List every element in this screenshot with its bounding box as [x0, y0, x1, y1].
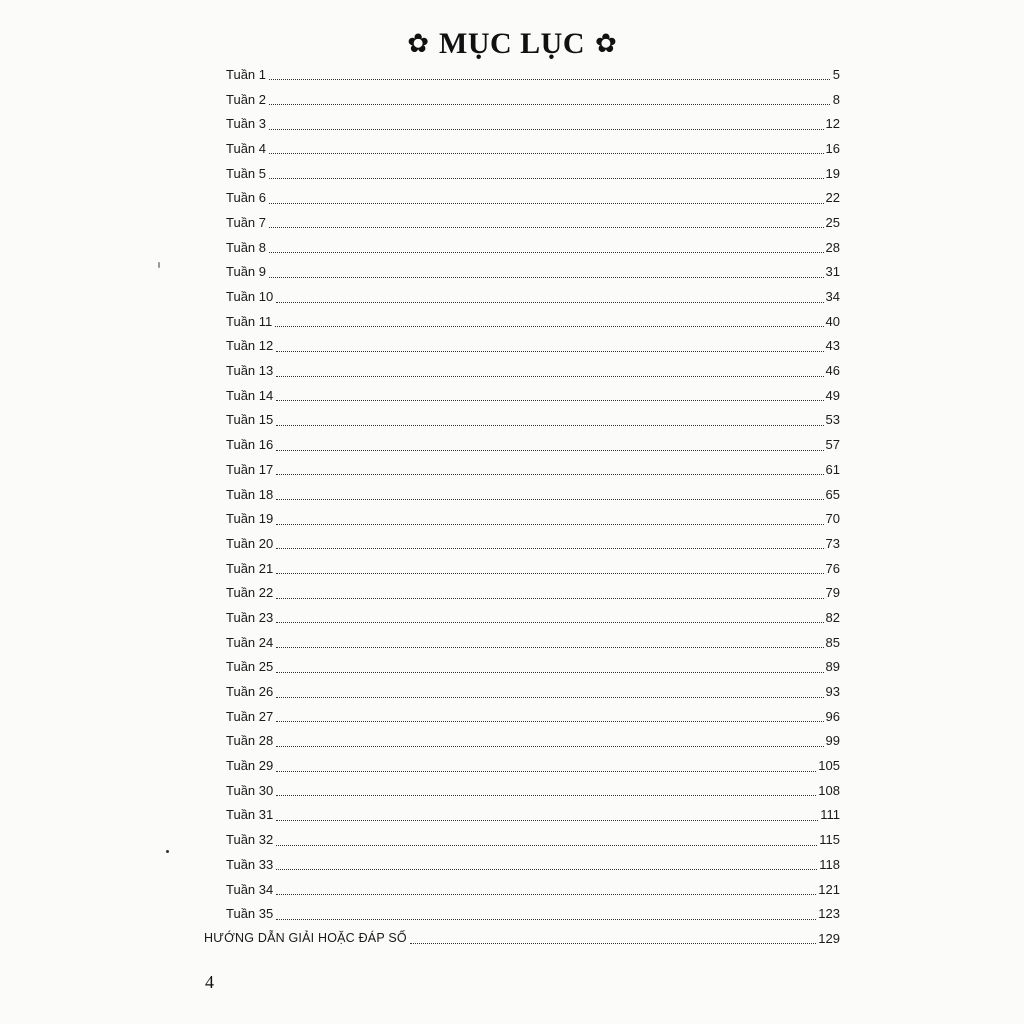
toc-entry-label: Tuần 34	[226, 881, 274, 897]
toc-entry	[204, 729, 840, 754]
toc-entry-page: 118	[819, 856, 840, 872]
page-number: 4	[205, 972, 214, 992]
flower-icon: ✿	[595, 29, 617, 59]
toc-entry-label: Tuần 24	[226, 634, 274, 650]
toc-entry	[204, 383, 840, 408]
toc-entry-page: 5	[832, 66, 840, 82]
page-title: MỤC LỤC	[439, 27, 585, 60]
toc-entry-page: 12	[825, 116, 840, 132]
toc-entry-label: Tuần 25	[226, 659, 274, 675]
toc-entry-page: 43	[825, 338, 840, 354]
toc-entry	[204, 753, 840, 778]
toc-entry-page: 121	[818, 881, 840, 897]
dot-leader	[269, 190, 824, 204]
toc-entry-page: 111	[820, 807, 840, 823]
toc-entry-label: HƯỚNG DẪN GIẢI HOẶC ĐÁP SỐ	[204, 931, 407, 946]
toc-entry-label: Tuần 9	[226, 264, 266, 280]
toc-entry-label: Tuần 30	[226, 782, 274, 798]
toc-entry-page: 73	[825, 535, 840, 551]
toc-entry	[204, 605, 840, 630]
toc-entry	[204, 358, 840, 383]
toc-entry	[204, 803, 840, 828]
toc-entry-label: Tuần 3	[226, 116, 266, 132]
toc-entry-page: 22	[825, 190, 840, 206]
toc-entry-page: 19	[825, 165, 840, 181]
dot-leader	[269, 140, 824, 154]
toc-entry-page: 28	[825, 239, 840, 255]
toc-entry-page: 123	[818, 906, 840, 922]
toc-entry-label: Tuần 15	[226, 412, 274, 428]
toc-entry	[204, 655, 840, 680]
dot-leader	[276, 659, 823, 673]
dot-leader	[410, 930, 817, 944]
toc-entry-label: Tuần 11	[226, 313, 273, 329]
toc-entry-label: Tuần 8	[226, 239, 266, 255]
toc-entry-label: Tuần 10	[226, 289, 274, 305]
toc-entry-page: 25	[825, 214, 840, 230]
flower-icon: ✿	[407, 29, 429, 59]
toc-entry-page: 99	[825, 733, 840, 749]
toc-entry	[204, 284, 840, 309]
toc-entry-label: Tuần 19	[226, 511, 274, 527]
dot-leader	[276, 412, 823, 426]
toc-entry	[204, 334, 840, 359]
dot-leader	[276, 708, 823, 722]
dot-leader	[276, 486, 823, 500]
dot-leader	[276, 832, 817, 846]
dot-leader	[276, 338, 823, 352]
dot-leader	[276, 856, 817, 870]
dot-leader	[276, 535, 823, 549]
toc-entry	[204, 309, 840, 334]
toc-entry-label: Tuần 20	[226, 535, 274, 551]
toc-entry	[204, 136, 840, 161]
table-of-contents	[204, 62, 840, 951]
toc-entry-label: Tuần 17	[226, 461, 274, 477]
dot-leader	[276, 733, 823, 747]
dot-leader	[269, 165, 824, 179]
toc-entry-label: Tuần 32	[226, 832, 274, 848]
toc-entry-page: 53	[825, 412, 840, 428]
print-speck	[166, 850, 169, 853]
toc-entry	[204, 556, 840, 581]
toc-entry-page: 79	[825, 585, 840, 601]
toc-entry-page: 105	[818, 758, 840, 774]
toc-entry-label: Tuần 35	[226, 906, 274, 922]
toc-entry-page: 96	[825, 708, 840, 724]
dot-leader	[276, 634, 823, 648]
toc-heading	[0, 22, 1024, 66]
dot-leader	[276, 585, 823, 599]
toc-entry	[204, 185, 840, 210]
toc-entry-label: Tuần 1	[226, 66, 266, 82]
dot-leader	[276, 363, 823, 377]
dot-leader	[269, 214, 824, 228]
toc-entry	[204, 482, 840, 507]
toc-entry-page: 82	[825, 609, 840, 625]
toc-entry	[204, 506, 840, 531]
toc-entry	[204, 62, 840, 87]
dot-leader	[276, 289, 823, 303]
toc-entry-label: Tuần 27	[226, 708, 274, 724]
dot-leader	[276, 560, 823, 574]
toc-entry-label: Tuần 33	[226, 856, 274, 872]
toc-entry	[204, 679, 840, 704]
toc-entry-label: Tuần 23	[226, 609, 274, 625]
toc-entry	[204, 235, 840, 260]
toc-entry	[204, 852, 840, 877]
dot-leader	[269, 66, 830, 80]
toc-entry-page: 76	[825, 560, 840, 576]
toc-entry	[204, 432, 840, 457]
toc-entry	[204, 87, 840, 112]
toc-entry	[204, 630, 840, 655]
dot-leader	[269, 239, 824, 253]
toc-entry	[204, 926, 840, 951]
toc-entry-page: 31	[825, 264, 840, 280]
toc-entry	[204, 704, 840, 729]
toc-entry-label: Tuần 28	[226, 733, 274, 749]
dot-leader	[275, 313, 823, 327]
toc-entry-label: Tuần 4	[226, 140, 266, 156]
toc-entry-page: 61	[825, 461, 840, 477]
dot-leader	[276, 758, 816, 772]
toc-entry-page: 89	[825, 659, 840, 675]
print-speck	[158, 262, 160, 268]
dot-leader	[276, 881, 816, 895]
toc-entry	[204, 778, 840, 803]
dot-leader	[269, 91, 830, 105]
toc-entry-label: Tuần 5	[226, 165, 266, 181]
toc-entry-label: Tuần 6	[226, 190, 266, 206]
toc-entry-page: 57	[825, 437, 840, 453]
toc-entry-label: Tuần 18	[226, 486, 274, 502]
dot-leader	[276, 461, 823, 475]
toc-entry-label: Tuần 12	[226, 338, 274, 354]
toc-entry-page: 129	[818, 930, 840, 946]
toc-entry-label: Tuần 29	[226, 758, 274, 774]
dot-leader	[276, 387, 823, 401]
toc-entry-label: Tuần 16	[226, 437, 274, 453]
toc-entry-label: Tuần 26	[226, 684, 274, 700]
toc-entry-page: 65	[825, 486, 840, 502]
toc-entry	[204, 580, 840, 605]
toc-entry	[204, 111, 840, 136]
toc-entry-page: 34	[825, 289, 840, 305]
toc-entry-page: 115	[819, 832, 840, 848]
toc-entry-page: 70	[825, 511, 840, 527]
dot-leader	[276, 906, 816, 920]
toc-entry-label: Tuần 22	[226, 585, 274, 601]
dot-leader	[269, 116, 824, 130]
dot-leader	[276, 782, 816, 796]
toc-entry	[204, 457, 840, 482]
toc-entry-label: Tuần 21	[226, 560, 274, 576]
toc-entry-label: Tuần 2	[226, 91, 266, 107]
toc-entry	[204, 877, 840, 902]
toc-entry-page: 16	[825, 140, 840, 156]
dot-leader	[276, 684, 823, 698]
dot-leader	[276, 437, 823, 451]
dot-leader	[276, 609, 823, 623]
toc-entry-page: 8	[832, 91, 840, 107]
toc-entry	[204, 827, 840, 852]
toc-entry	[204, 260, 840, 285]
toc-entry	[204, 408, 840, 433]
toc-entry	[204, 210, 840, 235]
dot-leader	[269, 264, 824, 278]
toc-entry-label: Tuần 13	[226, 363, 274, 379]
toc-entry-page: 85	[825, 634, 840, 650]
toc-entry	[204, 531, 840, 556]
toc-entry-page: 49	[825, 387, 840, 403]
toc-entry-page: 93	[825, 684, 840, 700]
toc-entry-label: Tuần 7	[226, 214, 266, 230]
dot-leader	[276, 511, 823, 525]
dot-leader	[276, 807, 818, 821]
toc-entry-label: Tuần 14	[226, 387, 274, 403]
toc-entry	[204, 901, 840, 926]
toc-entry-page: 46	[825, 363, 840, 379]
toc-entry-label: Tuần 31	[226, 807, 274, 823]
toc-entry	[204, 161, 840, 186]
toc-entry-page: 40	[825, 313, 840, 329]
toc-entry-page: 108	[818, 782, 840, 798]
